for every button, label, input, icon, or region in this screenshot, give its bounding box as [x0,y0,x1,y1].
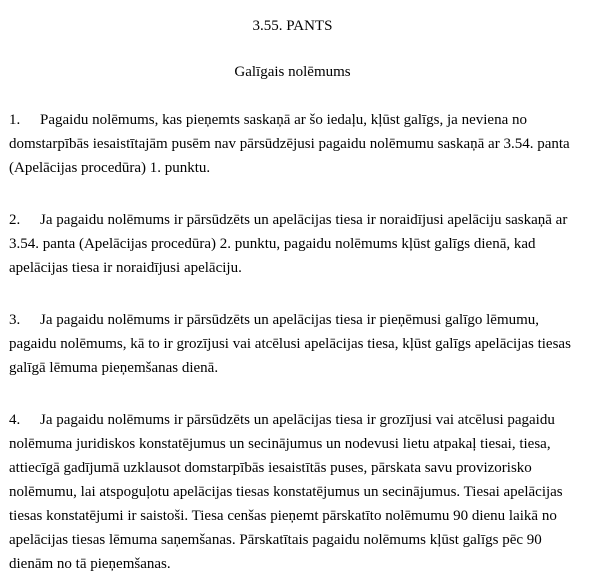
paragraph-3-text: Ja pagaidu nolēmums ir pārsūdzēts un apelācijas tiesa ir pieņēmusi galīgo lēmumu, pagaidu nolēmums, kā to ir grozījusi vai atcēlusi apelācijas tiesa, kļūst galīgs apelācijas tiesas galīgā lēmuma pieņemšanas dienā. [9,312,571,376]
paragraph-1 [9,108,576,180]
paragraph-3 [9,308,576,380]
paragraph-1-number: 1. [9,112,21,128]
paragraph-1-text: Pagaidu nolēmums, kas pieņemts saskaņā ar šo iedaļu, kļūst galīgs, ja neviena no domstarpībās iesaistītajām pusēm nav pārsūdzējusi pagaidu nolēmumu saskaņā ar 3.54. panta (Apelācijas procedūra) 1. punktu. [9,112,570,176]
paragraph-2 [9,208,576,280]
paragraph-3-number: 3. [9,312,21,328]
paragraph-4-text: Ja pagaidu nolēmums ir pārsūdzēts un apelācijas tiesa ir grozījusi vai atcēlusi pagaidu nolēmuma juridiskos konstatējumus un secinājumus un nodevusi lietu atpakaļ tiesai, tiesa, attiecīgā gadījumā uzklausot domstarpībās iesaistītās puses, pārskata savu provizorisko nolēmumu, lai atspoguļotu apelācijas tiesas konstatējumus un secinājumus. Tiesai apelācijas tiesas konstatējumi ir saistoši. Tiesa cenšas pieņemt pārskatīto nolēmumu 90 dienu laikā no apelācijas tiesas lēmuma saņemšanas. Pārskatītais pagaidu nolēmums kļūst galīgs pēc 90 dienām no tā pieņemšanas. [9,412,563,572]
paragraph-4-number: 4. [9,412,21,428]
paragraph-2-number: 2. [9,212,21,228]
paragraph-4 [9,408,576,576]
paragraph-2-text: Ja pagaidu nolēmums ir pārsūdzēts un apelācijas tiesa ir noraidījusi apelāciju saskaņā ar 3.54. panta (Apelācijas procedūra) 2. punktu, pagaidu nolēmums kļūst galīgs dienā, kad apelācijas tiesa ir noraidījusi apelāciju. [9,212,568,276]
article-title: 3.55. PANTS [252,18,333,34]
article-subtitle: Galīgais nolēmums [234,64,351,80]
article-body [9,108,576,576]
